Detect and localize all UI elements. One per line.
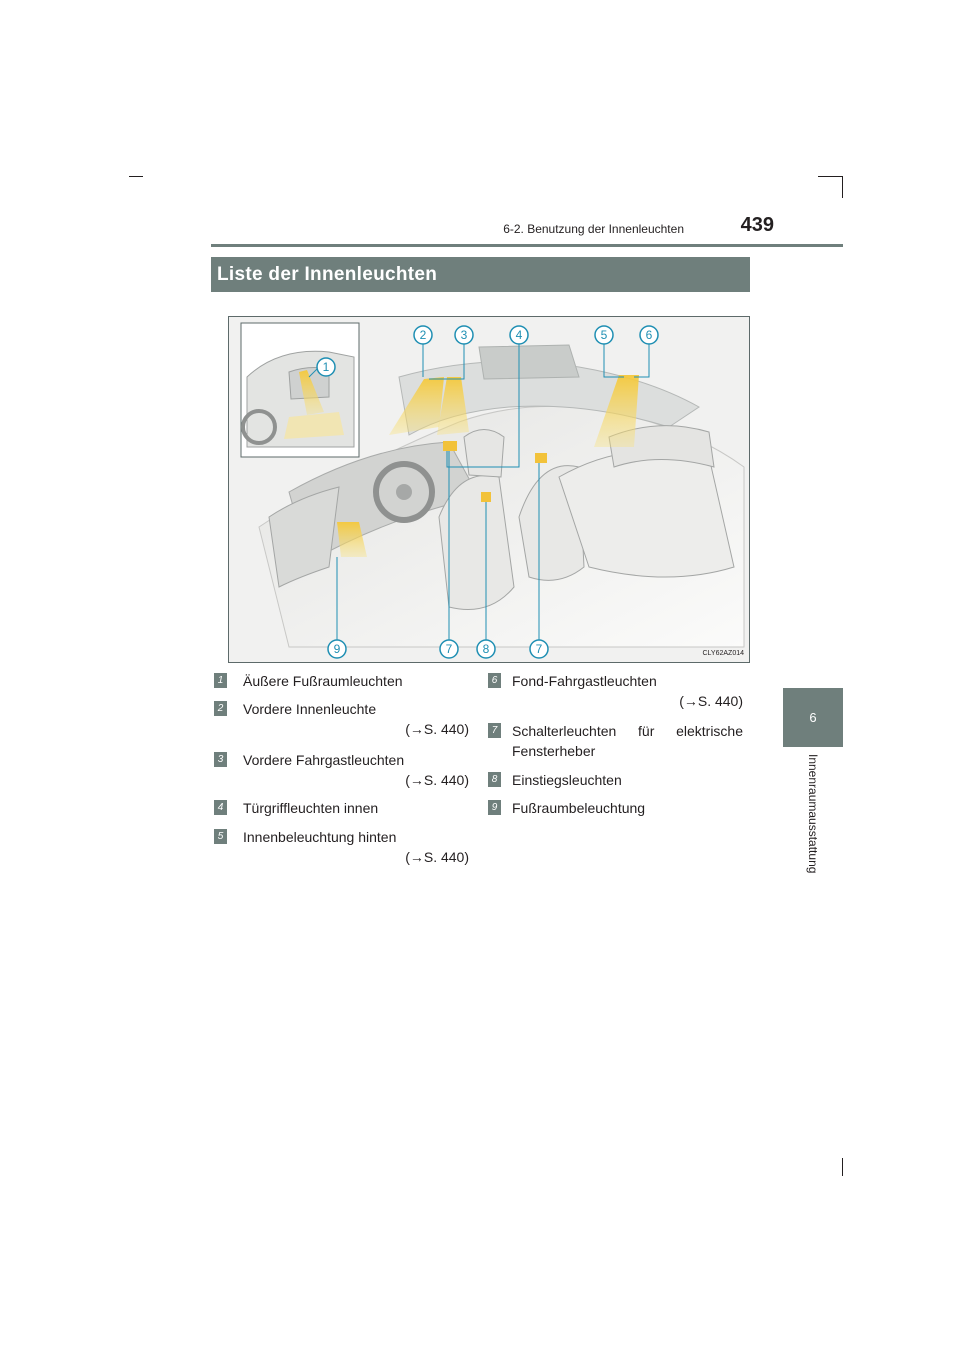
legend-badge: 6 [488,673,501,688]
page-reference[interactable]: (→S. 440) [405,721,469,737]
interior-lights-figure [228,316,750,663]
legend-badge: 9 [488,800,501,815]
callout-7a: 7 [445,642,453,656]
legend-badge: 3 [214,752,227,767]
legend-text: Innenbeleuchtung hinten [243,829,397,845]
legend-text: Vordere Innenleuchte [243,701,377,717]
callout-7b: 7 [535,642,543,656]
page-number: 439 [740,214,774,236]
crop-mark [818,176,842,177]
callout-2: 2 [419,328,427,342]
legend-item-7 [488,721,743,765]
callout-5: 5 [600,328,608,342]
legend-item-5 [214,827,469,871]
legend-badge: 2 [214,701,227,716]
legend-text: Äußere Fußraumleuchten [243,673,403,689]
crop-mark [129,176,143,177]
legend-item-4 [214,798,469,820]
legend-item-3 [214,750,469,794]
legend-text: Einstiegsleuchten [512,772,622,788]
legend-item-9 [488,798,743,820]
callout-9: 9 [333,642,341,656]
legend-badge: 5 [214,829,227,844]
section-header [211,257,750,292]
page-reference[interactable]: (→S. 440) [679,693,743,709]
callout-1: 1 [322,360,330,374]
legend-item-1 [214,671,469,693]
section-title: Liste der Innenleuchten [217,264,438,285]
legend-item-6 [488,671,743,715]
car-interior-illustration [229,317,750,663]
legend-badge: 1 [214,673,227,688]
callout-3: 3 [460,328,468,342]
legend-text: Fond-Fahrgastleuchten [512,673,657,689]
page-reference[interactable]: (→S. 440) [405,772,469,788]
chapter-tab[interactable]: 6 [783,688,843,747]
figure-code: CLY62AZ014 [702,650,744,657]
chapter-label: Innenraumausstattung [806,754,820,874]
page-reference[interactable]: (→S. 440) [405,849,469,865]
callout-4: 4 [515,328,523,342]
crop-mark [842,176,843,198]
legend-text: Vordere Fahrgastleuchten [243,752,405,768]
legend-text: Türgriffleuchten innen [243,800,379,816]
callout-8: 8 [482,642,490,656]
legend-badge: 8 [488,772,501,787]
legend-text: Schalterleuchten für elektrische [512,723,743,739]
legend-item-8 [488,770,743,792]
legend-item-2 [214,699,469,743]
crop-mark [842,1158,843,1176]
running-head: 6-2. Benutzung der Innenleuchten [503,222,684,236]
legend-text: Fußraumbeleuchtung [512,800,646,816]
callout-6: 6 [645,328,653,342]
legend-badge: 7 [488,723,501,738]
legend-badge: 4 [214,800,227,815]
legend-text-line2: Fensterheber [512,743,596,759]
header-rule [211,244,843,247]
